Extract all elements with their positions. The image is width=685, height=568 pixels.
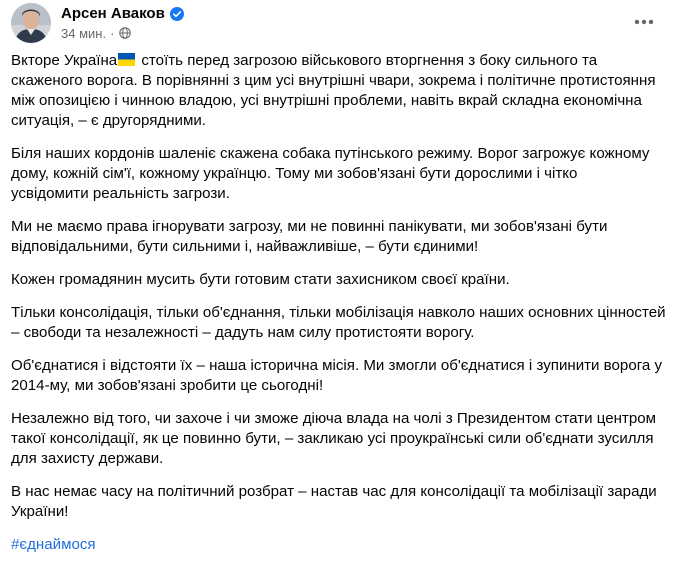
author-line [61, 4, 184, 24]
paragraph [11, 144, 679, 204]
paragraph [11, 356, 679, 396]
globe-icon[interactable] [119, 27, 131, 39]
paragraph [11, 482, 679, 522]
text-line: Вкторе Україна стоїть перед загрозою військового вторгнення з боку сильного та [11, 52, 598, 69]
paragraph [11, 409, 679, 469]
text-line: 2014-му, ми зобов'язані зробити це сьогодні! [11, 377, 324, 394]
text-line: України! [11, 503, 69, 520]
paragraph [11, 270, 679, 290]
text-line: – свободи та незалежності – дадуть нам силу протистояти ворогу. [11, 324, 475, 341]
author-name[interactable]: Арсен Аваков [61, 5, 165, 22]
paragraph [11, 217, 679, 257]
more-dots-icon [634, 19, 654, 25]
text-line: Тільки консолідація, тільки об'єднання, тільки мобілізація навколо наших основних цінностей [11, 304, 666, 321]
meta-separator: · [110, 25, 115, 41]
text-line: В нас немає часу на політичний розбрат – настав час для консолідації та мобілізації заради [11, 483, 657, 500]
post-header [0, 0, 685, 50]
post-timestamp[interactable]: 34 мин. [61, 25, 107, 41]
text-line: дому, кожній сім'ї, кожному українцю. Тому ми зобов'язані бути дорослими і чітко [11, 165, 578, 182]
paragraph [11, 51, 679, 131]
verified-badge-icon [170, 7, 184, 21]
author-avatar[interactable] [11, 3, 51, 43]
text-line: відповідальними, бути сильними і, найважливіше, – бути єдиними! [11, 238, 479, 255]
hashtag-link[interactable]: #єднаймося [11, 536, 96, 553]
text-line: Біля наших кордонів шаленіє скажена собака путінського режиму. Ворог загрожує кожному [11, 145, 650, 162]
text-line: Незалежно від того, чи захоче і чи зможе діюча влада на чолі з Президентом стати центром [11, 410, 656, 427]
text-line: ситуація, – є другорядними. [11, 112, 206, 129]
paragraph [11, 535, 679, 555]
ukraine-flag-icon [118, 53, 135, 66]
text-line: для захисту держави. [11, 450, 164, 467]
text-line: між опозицією і чинною владою, усі внутрішні проблеми, навіть вкрай складна економічна [11, 92, 642, 109]
text-line: скаженого ворога. В порівнянні з цим усі внутрішні чвари, зокрема і політичне протистояння [11, 72, 656, 89]
post-text [11, 51, 679, 568]
text-line: усвідомити реальність загрози. [11, 185, 230, 202]
post-options-button[interactable] [626, 4, 662, 40]
text-line: Кожен громадянин мусить бути готовим стати захисником своєї країни. [11, 271, 510, 288]
text-line: Об'єднатися і відстояти їх – наша історична місія. Ми змогли об'єднатися і зупинити ворога у [11, 357, 663, 374]
profile-photo-avatar-icon [11, 3, 51, 43]
paragraph [11, 303, 679, 343]
post-meta [61, 24, 131, 42]
text-line: такої консолідації, як це повинно бути, – закликаю усі проукраїнські сили об'єднати зусилля [11, 430, 654, 447]
text-line: Ми не маємо права ігнорувати загрозу, ми не повинні панікувати, ми зобов'язані бути [11, 218, 608, 235]
